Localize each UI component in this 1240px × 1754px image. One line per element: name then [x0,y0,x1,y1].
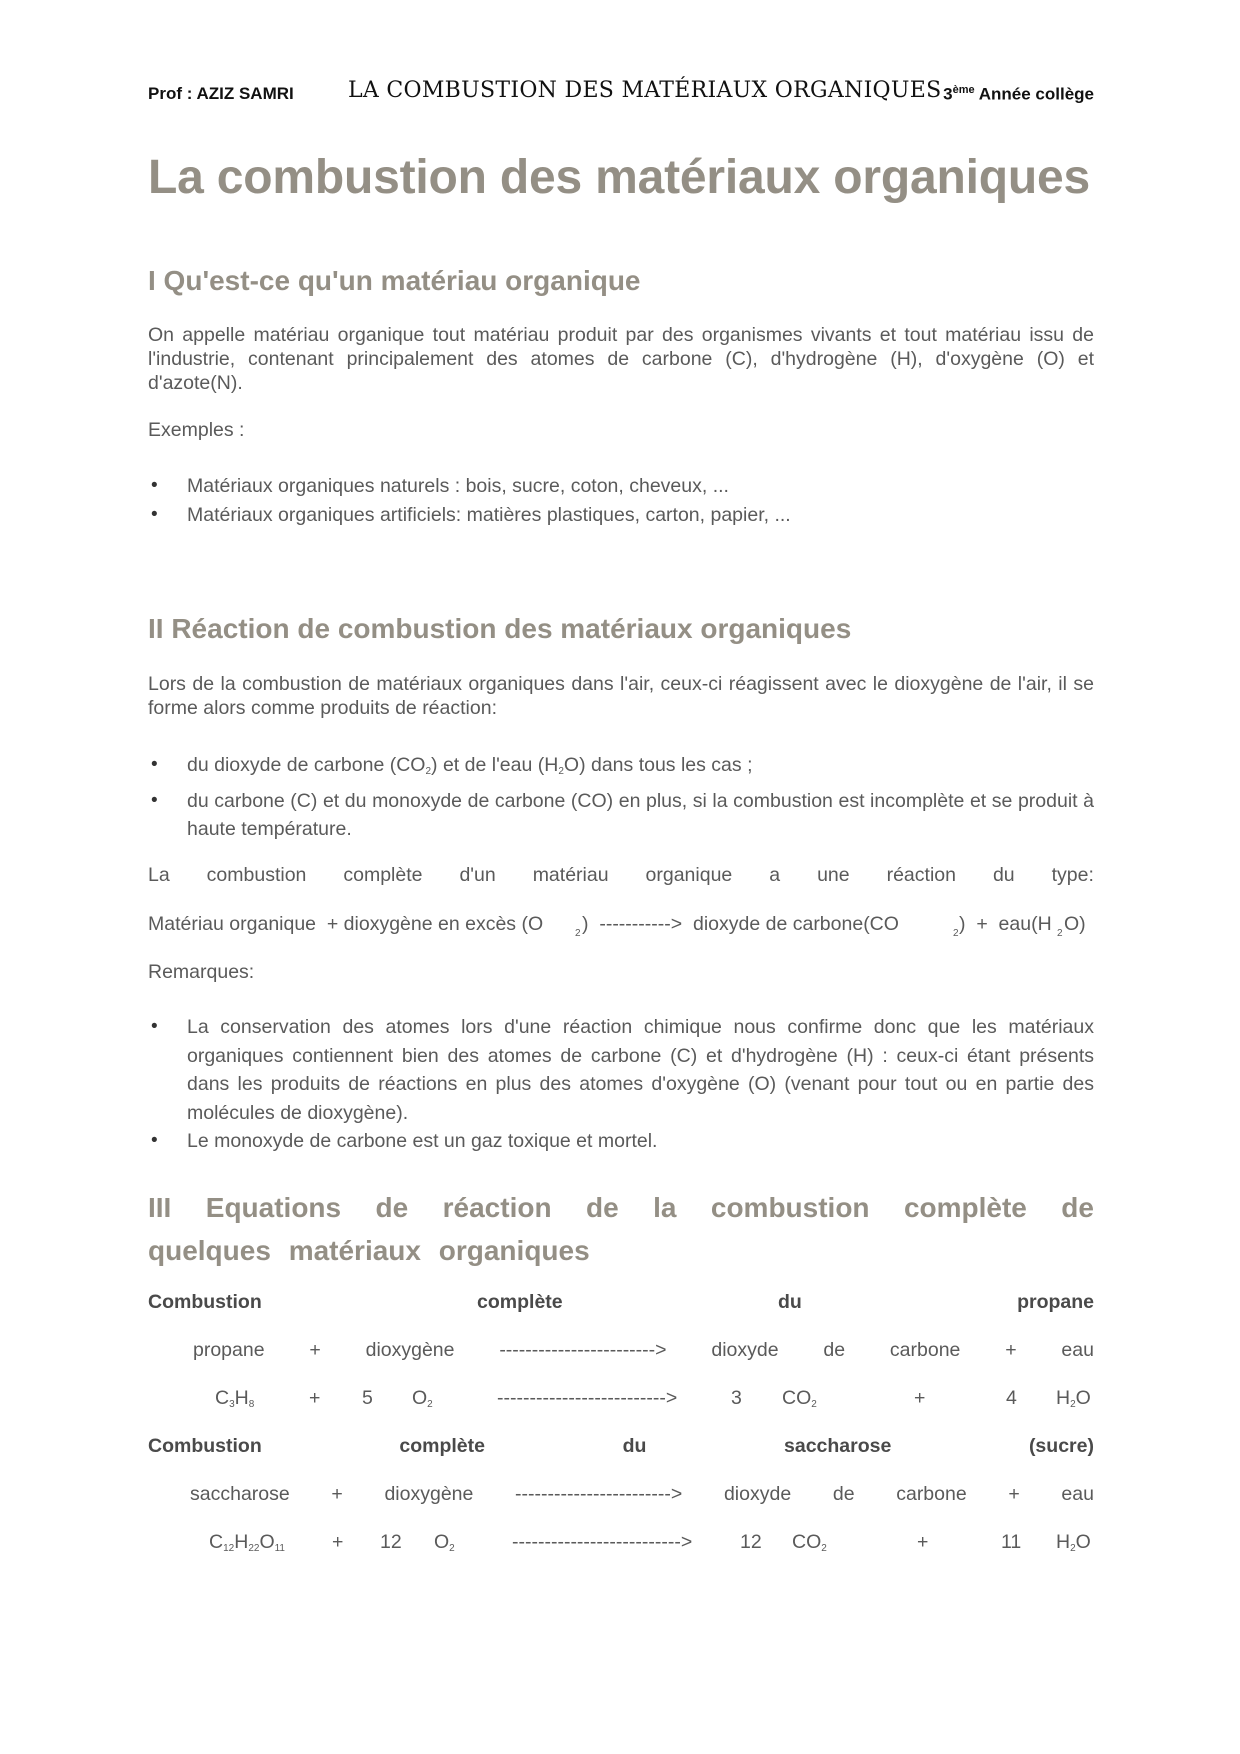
list-item: • Le monoxyde de carbone est un gaz toxique et mortel. [148,1127,1094,1156]
section-1-paragraph: On appelle matériau organique tout matériau produit par des organismes vivants et tout matériau issu de l'industrie, contenant principalement des atomes de carbone (C), d'hydrogène (H), d'oxygène (O) et d'azote(N). [148,324,1094,394]
propane-word-equation: propane + dioxygène ------------------------> dioxyde de carbone + eau [193,1339,1094,1361]
page-header [148,76,1094,116]
list-item: • Matériaux organiques naturels : bois, sucre, coton, cheveux, ... [148,472,1094,501]
examples-label: Exemples : [148,419,245,441]
remarks-label: Remarques: [148,961,255,983]
list-item: • du dioxyde de carbone $(CO_2)$ et de l'eau $(H_2O)$ dans tous les cas ; [148,751,1094,787]
sucrose-title: Combustion complète du saccharose (sucre) [148,1435,1094,1457]
section-1-heading: I Qu'est-ce qu'un matériau organique [148,265,641,296]
header-class-level: 3ème Année collège [943,84,1094,104]
list-item: • du carbone (C) et du monoxyde de carbone (CO) en plus, si la combustion est incomplète et se produit à haute température. [148,787,1094,844]
section-2-paragraph: Lors de la combustion de matériaux organiques dans l'air, ceux-ci réagissent avec le dioxygène de l'air, il se forme alors comme produits de réaction: [148,673,1094,719]
section-3-heading: III Equations de réaction de la combustion complète de quelques matériaux organiques [148,1192,1094,1266]
list-item: • La conservation des atomes lors d'une réaction chimique nous confirme donc que les matériaux organiques contiennent bien des atomes de carbone (C) et d'hydrogène (H) : ceux-ci étant présents dans les produits de réactions en plus des atomes d'oxygène (O) (venant pour tout ou en partie des molécules de dioxygène). [148,1013,1094,1127]
remarks-list [148,1013,1094,1156]
header-author: Prof : AZIZ SAMRI [148,84,294,103]
page-title: La combustion des matériaux organiques [148,151,1090,204]
products-list [148,751,1094,844]
sucrose-formula-equation: $C_{12}H_{22}O_{11}$ + 12 $O_2$ --------------------------> 12 $CO_2$ + 11 $H_2O$ [209,1531,1091,1554]
examples-list [148,472,1094,529]
complete-combustion-sentence: La combustion complète d'un matériau organique a une réaction du type: [148,864,1094,886]
list-item: • Matériaux organiques artificiels: matières plastiques, carton, papier, ... [148,501,1094,530]
propane-formula-equation: $C_3H_8$ + 5 $O_2$ --------------------------> 3 $CO_2$ + 4 $H_2O$ [215,1387,1091,1410]
sucrose-word-equation: saccharose + dioxygène ------------------------> dioxyde de carbone + eau [190,1483,1094,1505]
section-2-heading: II Réaction de combustion des matériaux organiques [148,613,852,644]
propane-title: Combustion complète du propane [148,1291,1094,1313]
header-title: LA COMBUSTION DES MATÉRIAUX ORGANIQUES [348,78,942,103]
